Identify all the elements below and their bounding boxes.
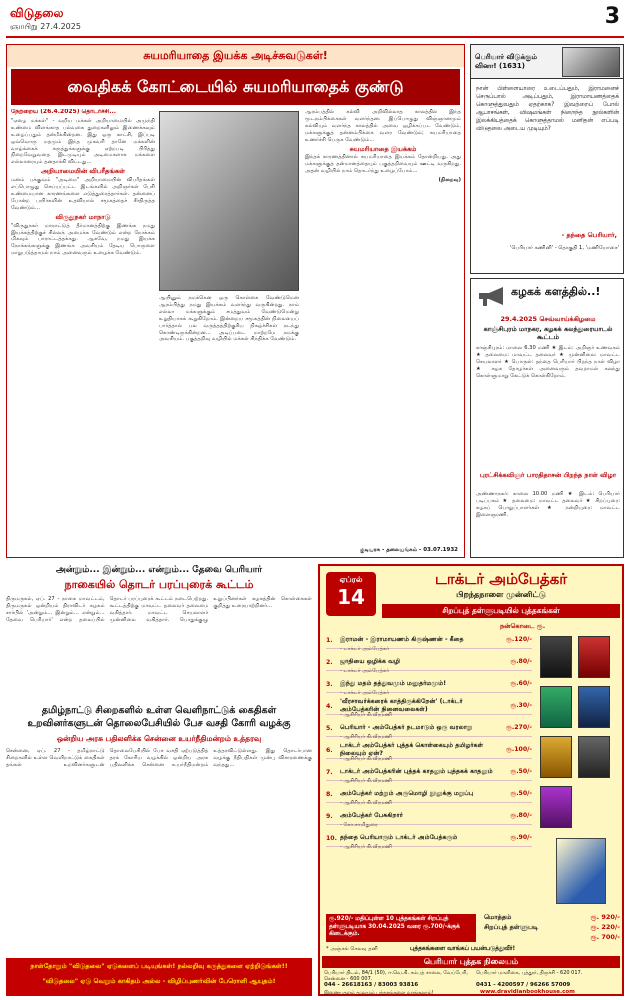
- periyar-citation: 'பெரியார் கணினி' - தொகுதி 1, 'மணியோசை': [510, 245, 619, 251]
- book-price: ரூ.120/-: [506, 636, 532, 643]
- list-item: [326, 698, 532, 718]
- list-item: [326, 830, 532, 850]
- lead-col1-text-c: "விருதுநகர் மாநாட்டுத் தீர்மானத்திற்கு இணங்க நமது இயக்கத்திற்குச் சில்லக் அமைக்க வேண்டும் என்ற நோக்கம் மிகவும் பாராட்டத்தக்கது. ஆகவே, நமது இயக்க நோக்கங்களுக்கு இணங்க அவசியம் தேடிய பொருளை மாறுபடுத்தாமல் நாம் அனைவரும் உழைக்க வேண்டும்.: [11, 222, 155, 257]
- book-list: [326, 632, 532, 912]
- badge-day: 14: [337, 585, 365, 609]
- book-number: 10.: [326, 834, 337, 842]
- book-cover-icon: [540, 786, 572, 828]
- book-price: ரூ.80/-: [510, 658, 532, 665]
- court-body: சென்னை, ஏப். 27 - தமிழ்நாட்டு சிறைகளில் உள்ள வெளிநாட்டுக் கைதிகள் தங்கள் உறவினர்களுடன் தொலைபேசியில் பேச வசதி ஏற்படுத்தித் தரக் கோரிய வழக்கில் ஒன்றிய அரசு பதிலளிக்க சென்னை உயர்நீதிமன்றம் உத்தரவிட்டுள்ளது. இது தொடர்பான வழக்கு நீதிபதிகள் முன்பு விசாரணைக்கு வந்தது...: [6, 748, 312, 768]
- banner-line-1: நாள்தோறும் "விடுதலை" ஏடுகளைப் படியுங்கள்! நல்லறிவு கருத்துகளை ஏற்றிடுங்கள்!!: [30, 962, 288, 970]
- page-number: 3: [604, 4, 620, 29]
- total-row: [484, 922, 620, 932]
- subhead-self-respect: சுயமரியாதை இயக்கம்: [349, 144, 417, 153]
- total-row: [484, 932, 620, 942]
- book-price: ரூ.270/-: [506, 724, 532, 731]
- periyar-box-text: நான் பிள்ளையாரை உடைப்பதும், இராமனைச் செருப்பால் அடிப்பதும், இராமாயணத்தைக் கொளுத்துவதும் ஏதற்காக? இவற்றைப் போல் ஆபாசங்கள், விஷமங்கள் நிறைந்த நூல்களின் இலக்கியத்தைக் கொளுத்தாமல் மனிதன் எப்படி விடுதலை அடைய முடியும்?: [476, 86, 619, 132]
- list-item: [326, 786, 532, 806]
- bottom-banner: [6, 958, 312, 996]
- list-item: [326, 632, 532, 652]
- price-header: நன்கொடை ரூ.: [500, 622, 546, 630]
- book-number: 2.: [326, 658, 333, 666]
- court-subhead: ஒன்றிய அரசு பதிலளிக்க சென்னை உயர்நீதிமன்றம் உத்தரவு: [56, 734, 262, 743]
- lead-col3-text-b: இந்தக் காரணத்தினால் சுயமரியாதை இயக்கம் தோன்றியது. அது மக்களுக்குத் தன்மானத்தையும் பகுத்தறிவையும் ஊட்டி வருகிறது. அதன் வழியில் நாம் தொடர்ந்து உழைப்போம்...: [305, 154, 461, 175]
- book-author: - ஆசிரியர் கி.வீரமணி: [340, 800, 393, 806]
- book-number: 1.: [326, 636, 333, 644]
- book-author: - ஆசிரியர் கி.வீரமணி: [340, 734, 393, 740]
- lead-kicker: சுயமரியாதை இயக்க அடிச்சுவடுகள்!: [7, 45, 464, 67]
- book-author: - டாக்டர் அம்பேத்கர்: [340, 690, 390, 696]
- badge-month: ஏப்ரல்: [339, 575, 363, 584]
- footer-note: புத்தகங்களை வாங்கப் பயன்படுத்துவீர்!: [410, 946, 516, 952]
- web-note: இணையதளம் மூலமும் புத்தகங்களை வாங்கலாம்!: [324, 991, 434, 996]
- address-left: பெரியார் திடல், 84/1 (50), ஈ.வெ.கி. சம்பத் சாலை, வேப்பேரி, சென்னை - 600 007.: [324, 970, 468, 982]
- book-number: 7.: [326, 768, 333, 776]
- subhead-virudhunagar: விருதுநகர் மாநாடு: [55, 212, 111, 221]
- total-value: ரூ. 220/-: [590, 923, 620, 931]
- book-cover-icon: [578, 636, 610, 678]
- book-author: - டாக்டர் அம்பேத்கர்: [340, 668, 390, 674]
- total-value: ரூ. 920/-: [590, 913, 620, 921]
- periyar-portrait-photo: [159, 111, 299, 291]
- ambedkar-portrait-photo: [556, 838, 606, 904]
- book-title: அம்பேத்கர் மற்றும் அருமொழி நூலுக்கு மறுப்பு: [340, 790, 474, 797]
- event2-title: புரட்சிக்கவிஞர் பாரதிதாசன் பிறந்த நாள் விழா: [479, 471, 617, 479]
- event-date: 29.4.2025 செவ்வாய்க்கிழமை: [500, 315, 596, 323]
- book-author: - ஆசிரியர் கி.வீரமணி: [340, 712, 393, 718]
- ambedkar-book-ad: [318, 564, 624, 996]
- book-author: - ஆசிரியர் கி.வீரமணி: [340, 844, 393, 850]
- book-price: ரூ.50/-: [510, 768, 532, 775]
- book-number: 5.: [326, 724, 333, 732]
- court-headline: தமிழ்நாட்டு சிறைகளில் உள்ள வெளிநாட்டுக் கைதிகள் உறவினர்களுடன் தொலைபேசியில் பேச வசதி கோரி வழக்கு: [27, 705, 291, 729]
- periyar-box-header: [471, 45, 623, 79]
- ad-date-badge: [326, 572, 376, 616]
- book-number: 8.: [326, 790, 333, 798]
- total-row: [484, 912, 620, 922]
- store-name: பெரியார் புத்தக நிலையம்: [322, 956, 620, 968]
- book-covers: [536, 632, 620, 912]
- book-title: தந்தை பெரியாரும் டாக்டர் அம்பேத்கரும்: [340, 834, 458, 841]
- book-number: 6.: [326, 746, 333, 754]
- book-cover-icon: [540, 636, 572, 678]
- lead-column-3: [305, 109, 461, 541]
- lead-column-2: [159, 295, 299, 549]
- book-title: 'வீரசாவர்க்கரைக் காத்திருக்கிறேன்' (டாக்டர் அம்பேத்கரின் நினைவலைகள்): [340, 698, 463, 713]
- list-item: [326, 764, 532, 784]
- total-label: சிறப்புத் தள்ளுபடி: [484, 923, 539, 931]
- lead-source: குடியரசு - தலையங்கம் - 03.07.1932: [359, 547, 458, 553]
- book-author: - ஆசிரியர் கி.வீரமணி: [340, 756, 393, 762]
- ad-title: டாக்டர் அம்பேத்கர்: [434, 570, 568, 588]
- list-item: [326, 676, 532, 696]
- book-price: ரூ.100/-: [506, 746, 532, 753]
- book-title: பெரியார் - அம்பேத்கர் நடமாடும் ஒரு வரலாறு: [340, 724, 473, 731]
- banner-line-2: "விடுதலை" ஏடு வெறும் காகிதம் அல்ல - விழிப்புணர்வின் பேரொளி ஆயுதம்!: [42, 977, 276, 985]
- book-author: - டாக்டர் அம்பேத்கர்: [340, 646, 390, 652]
- list-item: [326, 720, 532, 740]
- website-link[interactable]: www.dravidianbookhouse.com: [480, 989, 575, 995]
- dateline: நேற்றைய (26.4.2025) தொடர்ச்சி...: [11, 109, 117, 115]
- book-title: டாக்டர் அம்பேத்கரின் புத்தக் காதலும் புத்தகக் காதலும்: [340, 768, 493, 775]
- lead-col1-text-b: மனம் பக்குவம் "அடிமை" அறியாமையின் விபரீதங்கள் எப்பொழுது செய்யப்பட்ட இடங்களில் அறிஞர்கள் பேசி உண்மையான காரணங்களை எடுத்துரைத்தார்கள். தன்னைப் போன்ற பயிர்களின் உதவியால் சமூகத்தைச் சீர்திருத்த வேண்டும்...: [11, 177, 155, 211]
- totals: [484, 912, 620, 942]
- address-right: பெரியார் மாளிகை, புத்தூர், திருச்சி - 620 017.: [476, 970, 583, 976]
- book-title: அம்பேத்கர் பேசுகிறார்: [340, 812, 404, 819]
- book-cover-icon: [578, 686, 610, 728]
- total-label: மொத்தம்: [484, 913, 512, 921]
- meeting-headline: அன்றும்... இன்றும்... என்றும்... தேவை பெரியார்: [55, 565, 263, 575]
- book-price: ரூ.80/-: [510, 812, 532, 819]
- book-number: 9.: [326, 812, 333, 820]
- periyar-box-title: பெரியார் விடுக்கும் வினா! (1631): [475, 53, 537, 70]
- periyar-small-photo: [562, 47, 620, 77]
- issue-date: ஞாயிறு 27.4.2025: [10, 22, 81, 31]
- masthead: [6, 4, 624, 38]
- phone-left: 044 - 26618163 / 83003 93816: [324, 982, 419, 988]
- book-cover-icon: [578, 736, 610, 778]
- kazhagam-header: கழகக் களத்தில்..!: [511, 285, 601, 298]
- book-price: ரூ.50/-: [510, 790, 532, 797]
- book-title: ஜாதியை ஒழிக்க வழி: [340, 658, 401, 665]
- periyar-signature: - தந்தை பெரியார்,: [561, 231, 617, 239]
- book-price: ரூ.30/-: [510, 702, 532, 709]
- lead-article: [6, 44, 465, 558]
- book-title: இராமன் - இராமாயணம் கிருஷ்ணன் - கீதை: [340, 636, 464, 643]
- event-title: காஞ்சிபுரம் மாநகர, கழகக் கலந்துரையாடல் கூட்டம்: [483, 325, 613, 341]
- lead-headline: வைதிகக் கோட்டையில் சுயமரியாதைக் குண்டு: [11, 69, 460, 105]
- meeting-subhead: நாகையில் தொடர் பரப்புரைக் கூட்டம்: [64, 578, 254, 591]
- list-item: [326, 808, 532, 828]
- book-price: ரூ.60/-: [510, 680, 532, 687]
- lead-column-1: [11, 109, 155, 549]
- book-number: 4.: [326, 702, 333, 710]
- lead-col2-text: ஆயினும் நமக்கென ஒரு கொள்கை வேண்டுமென ஆரம்பித்து நமது இயக்கம் வளர்ந்து வருகின்றது. நாம் எல்லா மக்களுக்கும் சமத்துவம் வேண்டுமென்று உறுதியாகக் கூறுகிறோம். இன்றைய சமூகத்தின் நிலையைப் பார்த்தால் பல வருத்தத்திற்குரிய நிகழ்ச்சிகள் நடந்து கொண்டிருக்கின்றன... அடிப்படை மாற்றமே நமக்கு அவசியம். பகுத்தறிவு வழியில் மக்கள் சிந்திக்க வேண்டும்.: [159, 295, 299, 343]
- event2-body: அண்ணாநகர்: காலை 10.00 மணி ★ இடம்: பெரியார் படிப்பகம் ★ தலைமை: மாவட்ட தலைவர் ★ சிறப்புரை: கழகப் பொறுப்பாளர்கள் ★ நன்றியுரை: மாவட்ட இளைஞரணி.: [476, 491, 620, 518]
- phone-right: 0431 - 4200597 / 96266 57009: [476, 982, 571, 988]
- book-author: - ஆசிரியர் கி.வீரமணி: [340, 778, 393, 784]
- megaphone-icon: [477, 285, 507, 307]
- event-body: காஞ்சிபுரம்: மாலை 6.30 மணி ★ இடம்: அறிஞர் உணவகம் ★ தலைமை: மாவட்ட தலைவர் ★ முன்னிலை: மாவட்ட செயலாளர் ★ பொருள்: தந்தை பெரியார் பிறந்த நாள் விழா ★ கழக தோழர்கள் அனைவரும் தவறாமல் கலந்து கொள்ளுமாறு கேட்டுக் கொள்கிறோம்.: [476, 345, 620, 379]
- book-author: - கோ.சாமிதுரை: [340, 822, 378, 828]
- meeting-body: திருமருகல், ஏப். 27 - நாகை மாவட்டம், திருமருகல் ஒன்றியம் திராவிடர் கழகம் சார்பில் 'அன்றும்... இன்றும்... என்றும்... தேவை பெரியார்' என்ற தலைப்பில் தொடர் பரப்புரைக் கூட்டம் நடைபெற்றது. கூட்டத்திற்கு மாவட்ட தலைவர் தலைமை வகித்தார். மாவட்ட செயலாளர் முன்னிலை வகித்தார். பொதுக்குழு உறுப்பினர்கள் கழகத்தின் கொள்கைகள் குறித்து உரையாற்றினர்...: [6, 596, 312, 623]
- book-title: இந்து மதம் தத்துவமும் மனுதர்மமும்!: [340, 680, 447, 687]
- lead-col3-text: ஆரம்பத்தில் கல்வி அறிவில்லாத காலத்தில் இந்த மூடநம்பிக்கைகள் வளர்ந்தன. இப்பொழுது விஞ்ஞானமும் கல்வியும் வளர்ந்த காலத்தில் அவை ஒழிக்கப்பட வேண்டும். மக்களுக்குத் தன்னம்பிக்கை வளர வேண்டும்; சுயமரியாதை உணர்ச்சி பெருக வேண்டும்...: [305, 109, 461, 143]
- book-cover-icon: [540, 736, 572, 778]
- offer-note: ரூ.920/- மதிப்புள்ள 10 புத்தகங்கள் சிறப்புத் தள்ளுபடியாக 30.04.2025 வரை ரூ.700/-க்குக் கிடைக்கும்.: [326, 914, 476, 942]
- ad-subtitle: பிறந்தநாளை முன்னிட்டு: [456, 590, 546, 599]
- book-number: 3.: [326, 680, 333, 688]
- subhead-ignorance: அறியாமையின் விபரீதங்கள்: [41, 167, 125, 176]
- ad-offer: சிறப்புத் தள்ளுபடியில் புத்தகங்கள்: [382, 604, 620, 618]
- postage-note: * அஞ்சல் செலவு தனி: [326, 946, 378, 952]
- total-value: ரூ. 700/-: [590, 933, 620, 941]
- list-item: [326, 654, 532, 674]
- kazhagam-box: [470, 278, 624, 558]
- list-item: [326, 742, 532, 762]
- paper-name: விடுதலை: [10, 6, 64, 20]
- book-cover-icon: [540, 686, 572, 728]
- book-title: டாக்டர் அம்பேத்கர் புத்தக் கொள்கையும் தமிழர்கள் நிலையும் ஏன்?: [340, 742, 484, 757]
- lead-signoff: (நிறைவு): [438, 177, 461, 184]
- lead-col1-text: "ஏழை மக்கள்" - வறிய மக்கள் அறியாமையில் அமுந்தி உண்மை விளங்காத பல்வகை துறைகளிலும் இணைக்கவும் உழைப்பதும் தன்மீக்கின்றன. இது ஒரு காட்சி, இப்படி ஒவ்வொரு மதமும் இந்த முகவரி தானே மக்களின் வாழ்க்கைக் கருத்துக்களுக்கு ஏற்றபடி பிரித்து நிறைவேறுவதை இடமுடியும் அடிமைகளாக மக்களை எல்லாரையும் தனதாக்கி விட்டது...: [11, 117, 155, 166]
- book-price: ரூ.90/-: [510, 834, 532, 841]
- periyar-question-box: [470, 44, 624, 274]
